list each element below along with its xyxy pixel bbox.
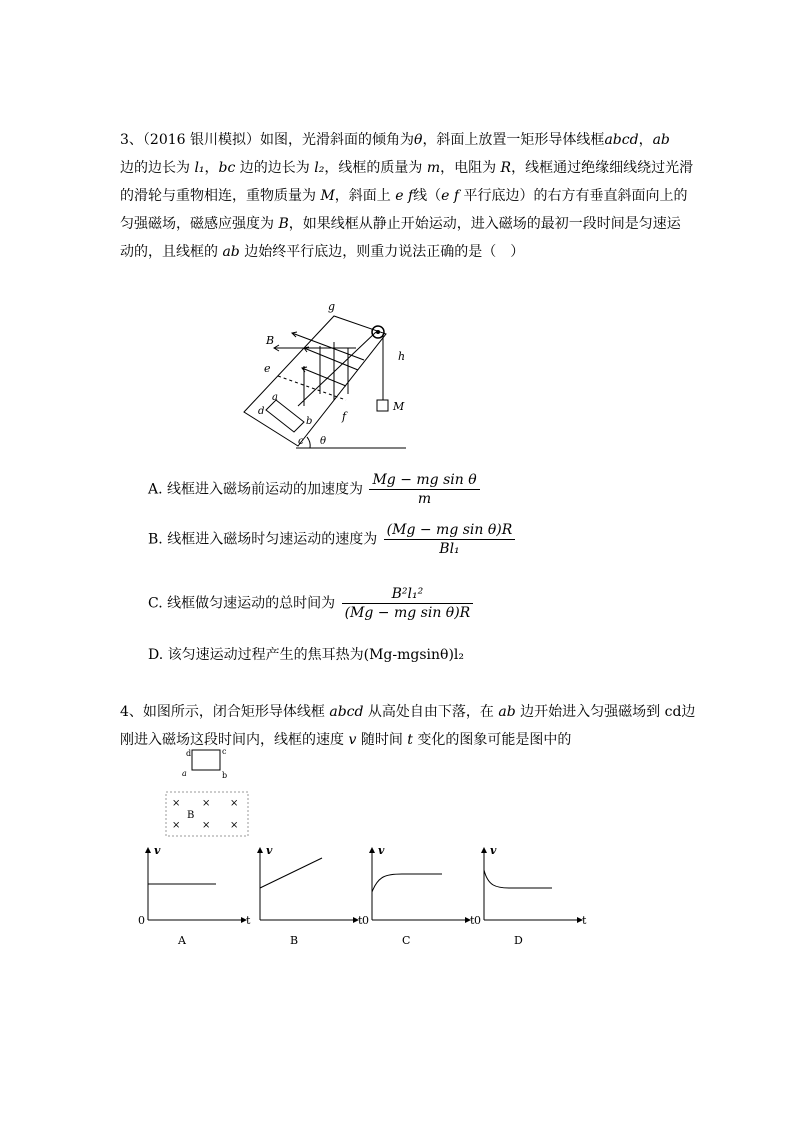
graph-caption: D (514, 934, 523, 947)
angle-arc (307, 437, 310, 448)
option-a: A. 线框进入磁场前运动的加速度为 $\frac{\text{Mg − mg sin θ}}{m}$ (148, 472, 480, 507)
incline-figure (236, 296, 412, 456)
label-h: h (398, 350, 406, 363)
question-3-line-3: 的滑轮与重物相连，重物质量为 M，斜面上 e f线（e f 平行底边）的右方有垂直斜面向上的 (120, 188, 688, 204)
frame-label-d: d (186, 749, 192, 758)
graph-A (138, 844, 251, 947)
svg-text:×: × (202, 798, 211, 809)
hanging-mass (377, 400, 388, 411)
string (298, 332, 376, 406)
frame-label-a: a (182, 769, 187, 778)
ef-dashed-line (278, 376, 346, 400)
y-axis-label: v (154, 844, 161, 857)
label-M: M (393, 400, 405, 413)
y-axis-label: v (490, 844, 497, 857)
small-frame (192, 750, 220, 770)
field-label-B: B (187, 810, 195, 821)
svg-text:×: × (172, 798, 181, 809)
question-3-line-2: 边的边长为 l₁，bc 边的边长为 l₂，线框的质量为 m，电阻为 R，线框通过绝缘细线绕过光滑 (120, 160, 694, 176)
option-a-fraction: $\frac{\text{Mg − mg sin θ}}{m}$ (369, 472, 479, 507)
x-axis-label: t (358, 914, 363, 927)
y-axis-label: v (266, 844, 273, 857)
label-c: c (298, 436, 304, 447)
question-3-line-5: 动的，且线框的 ab 边始终平行底边，则重力说法正确的是（ ） (120, 244, 525, 260)
graph-caption: A (178, 934, 186, 947)
frame-label-b: b (222, 771, 228, 780)
falling-frame-figure (160, 744, 256, 840)
graph-C (362, 844, 475, 947)
graph-caption: C (402, 934, 411, 947)
svg-text:×: × (230, 820, 239, 831)
question-4-line-2: 刚进入磁场这段时间内，线框的速度 v 随时间 t 变化的图象可能是图中的 (120, 732, 572, 748)
question-3-line-4: 匀强磁场，磁感应强度为 B，如果线框从静止开始运动，进入磁场的最初一段时间是匀速运 (120, 216, 681, 232)
label-d: d (258, 406, 265, 417)
option-b: B. 线框进入磁场时匀速运动的速度为 $\frac{\text{(Mg − mg sin θ)R}}{\text{Bl₁}}$ (148, 522, 515, 557)
x-axis-label: t (582, 914, 587, 927)
label-theta: θ (320, 436, 327, 447)
label-a: a (272, 392, 278, 403)
svg-text:×: × (172, 820, 181, 831)
vt-curve (372, 874, 442, 892)
pulley-axle (376, 330, 380, 334)
question-3-stem (120, 126, 694, 266)
graph-B (260, 844, 363, 947)
x-axis-label: t (470, 914, 475, 927)
conductor-frame (266, 400, 304, 432)
svg-text:×: × (230, 798, 239, 809)
vt-graphs (128, 844, 587, 950)
option-c-fraction: $\frac{\text{B²l₁²}}{\text{(Mg − mg sin θ)R}}$ (342, 586, 474, 621)
origin-label: 0 (362, 914, 369, 927)
vt-curve (260, 858, 322, 888)
origin-label: 0 (138, 914, 145, 927)
vt-curve (484, 870, 552, 888)
option-b-fraction: $\frac{\text{(Mg − mg sin θ)R}}{\text{Bl₁}}$ (384, 522, 516, 557)
x-axis-label: t (246, 914, 251, 927)
label-B: B (266, 334, 275, 347)
question-3-line-1: 3、（2016 银川模拟）如图，光滑斜面的倾角为θ，斜面上放置一矩形导体线框abcd，ab (120, 132, 670, 148)
option-c: C. 线框做匀速运动的总时间为 $\frac{\text{B²l₁²}}{\text{(Mg − mg sin θ)R}}$ (148, 586, 473, 621)
frame-label-c: c (222, 747, 227, 756)
graph-caption: B (290, 934, 299, 947)
question-4-line-1: 4、如图所示，闭合矩形导体线框 abcd 从高处自由下落，在 ab 边开始进入匀强磁场到 cd边 (120, 704, 696, 720)
label-e: e (264, 362, 271, 375)
option-d: D. 该匀速运动过程产生的焦耳热为(Mg-mgsinθ)l₂ (148, 647, 465, 663)
origin-label: 0 (474, 914, 481, 927)
field-arrows (274, 332, 364, 386)
field-crosses (172, 798, 238, 831)
svg-text:×: × (202, 820, 211, 831)
label-g: g (328, 300, 336, 313)
label-b: b (306, 416, 313, 427)
y-axis-label: v (378, 844, 385, 857)
graph-D (474, 844, 587, 947)
label-f: f (342, 410, 347, 423)
